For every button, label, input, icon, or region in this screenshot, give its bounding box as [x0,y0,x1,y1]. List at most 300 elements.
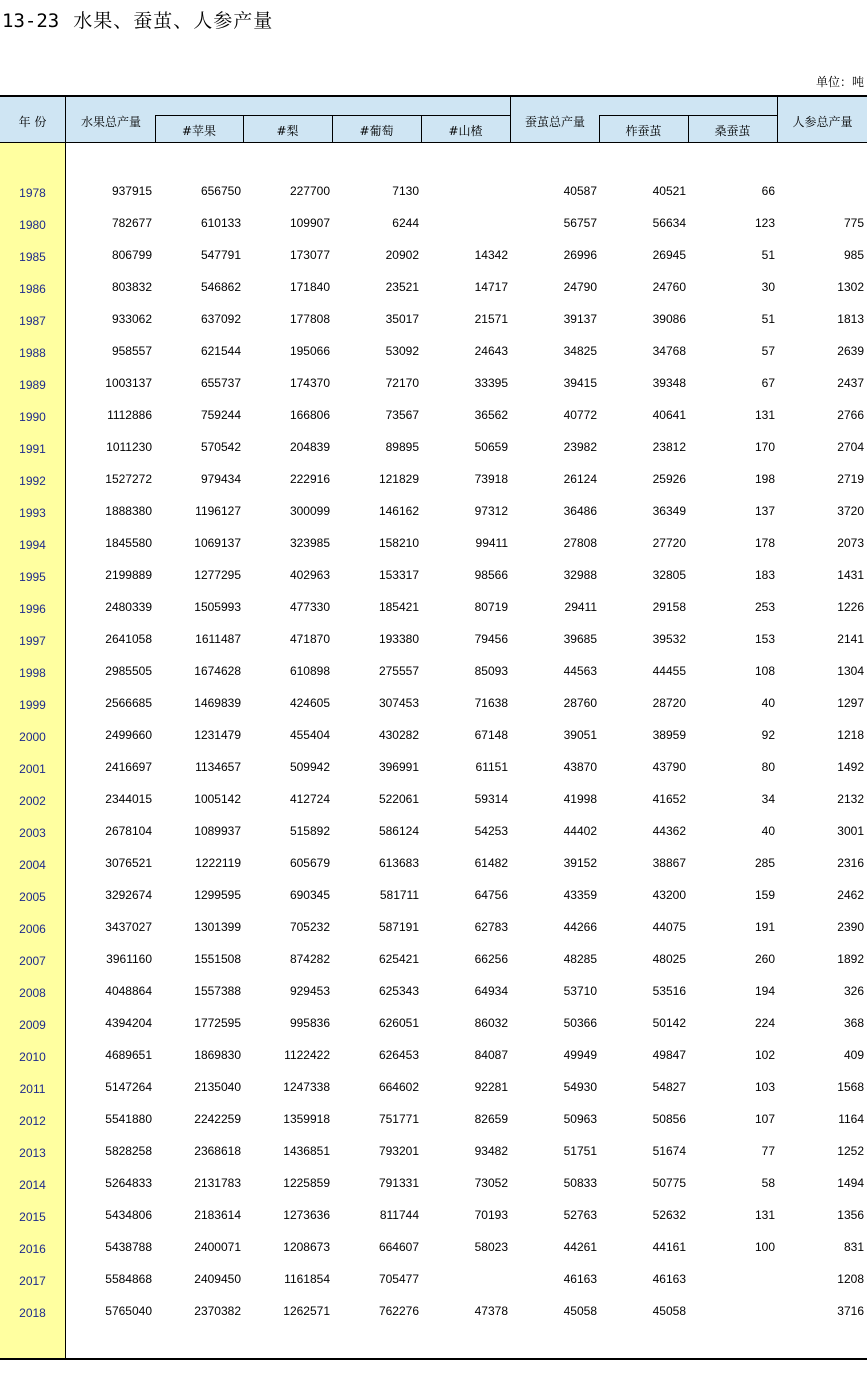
cell-pear: 1161854 [284,1272,330,1286]
cell-mulberry: 30 [761,280,775,294]
cell-apple: 570542 [200,440,241,454]
cell-grape: 6244 [392,216,419,230]
cell-cocoon-total: 44402 [563,824,597,838]
cell-hawthorn: 67148 [474,728,508,742]
cell-hawthorn: 71638 [474,696,508,710]
table-row [0,751,867,783]
cell-grape: 626453 [378,1048,419,1062]
cell-cocoon-total: 36486 [563,504,597,518]
cell-cocoon-total: 26996 [563,248,597,262]
cell-fruit-total: 2678104 [105,824,152,838]
cell-hawthorn: 33395 [474,376,508,390]
cell-tussah: 25926 [652,472,686,486]
cell-grape: 158210 [378,536,419,550]
cell-fruit-total: 806799 [111,248,152,262]
table-row [0,367,867,399]
cell-mulberry: 107 [754,1112,775,1126]
cell-year: 1978 [19,186,46,200]
cell-fruit-total: 3076521 [105,856,152,870]
cell-pear: 174370 [289,376,330,390]
cell-pear: 929453 [289,984,330,998]
cell-cocoon-total: 40772 [563,408,597,422]
cell-hawthorn: 50659 [474,440,508,454]
cell-grape: 7130 [392,184,419,198]
cell-fruit-total: 3292674 [105,888,152,902]
cell-mulberry: 67 [761,376,775,390]
cell-year: 2012 [19,1114,46,1128]
table-row [0,1007,867,1039]
cell-ginseng: 1892 [837,952,864,966]
cell-cocoon-total: 50366 [563,1016,597,1030]
cell-tussah: 36349 [652,504,686,518]
cell-hawthorn: 82659 [474,1112,508,1126]
cell-mulberry: 58 [761,1176,775,1190]
cell-apple: 1551508 [194,952,241,966]
cell-pear: 323985 [289,536,330,550]
cell-cocoon-total: 44261 [563,1240,597,1254]
cell-fruit-total: 1527272 [105,472,152,486]
cell-year: 2009 [19,1018,46,1032]
cell-apple: 2368618 [194,1144,241,1158]
cell-tussah: 23812 [652,440,686,454]
cell-hawthorn: 62783 [474,920,508,934]
cell-apple: 610133 [200,216,241,230]
cell-apple: 1869830 [194,1048,241,1062]
cell-tussah: 44075 [652,920,686,934]
cell-fruit-total: 5584868 [105,1272,152,1286]
cell-fruit-total: 5438788 [105,1240,152,1254]
cell-pear: 1262571 [283,1304,330,1318]
cell-year: 1985 [19,250,46,264]
cell-ginseng: 1252 [837,1144,864,1158]
cell-mulberry: 178 [754,536,775,550]
cell-mulberry: 102 [754,1048,775,1062]
cell-fruit-total: 958557 [111,344,152,358]
cell-ginseng: 2073 [837,536,864,550]
cell-ginseng: 1218 [837,728,864,742]
header-ginseng: 人参总产量 [792,115,853,129]
cell-cocoon-total: 50833 [563,1176,597,1190]
cell-ginseng: 831 [843,1240,864,1254]
cell-ginseng: 2719 [837,472,864,486]
cell-grape: 625343 [378,984,419,998]
cell-ginseng: 2639 [837,344,864,358]
cell-mulberry: 92 [761,728,775,742]
cell-pear: 402963 [289,568,330,582]
cell-mulberry: 100 [754,1240,775,1254]
cell-cocoon-total: 43359 [563,888,597,902]
cell-cocoon-total: 40587 [563,184,597,198]
cell-year: 2005 [19,890,46,904]
cell-cocoon-total: 29411 [564,600,597,614]
cell-mulberry: 51 [761,312,775,326]
cell-year: 2010 [19,1050,46,1064]
cell-fruit-total: 2641058 [105,632,152,646]
cell-grape: 153317 [378,568,419,582]
cell-apple: 1611487 [195,632,241,646]
cell-ginseng: 775 [843,216,864,230]
cell-apple: 979434 [200,472,241,486]
table-row [0,1103,867,1135]
cell-ginseng: 3720 [837,504,864,518]
cell-apple: 2400071 [194,1240,241,1254]
cell-fruit-total: 2499660 [105,728,152,742]
cell-ginseng: 2390 [837,920,864,934]
cell-pear: 705232 [289,920,330,934]
cell-grape: 586124 [378,824,419,838]
cell-pear: 455404 [289,728,330,742]
cell-pear: 109907 [289,216,330,230]
cell-mulberry: 57 [761,344,775,358]
cell-tussah: 39532 [652,632,686,646]
cell-pear: 471870 [289,632,330,646]
cell-mulberry: 103 [754,1080,775,1094]
cell-ginseng: 3716 [837,1304,864,1318]
cell-pear: 610898 [289,664,330,678]
cell-fruit-total: 1112886 [107,408,152,422]
table-row [0,335,867,367]
cell-cocoon-total: 48285 [563,952,597,966]
cell-fruit-total: 1011230 [106,440,152,454]
cell-cocoon-total: 32988 [563,568,597,582]
cell-grape: 193380 [378,632,419,646]
cell-hawthorn: 79456 [474,632,508,646]
cell-apple: 1005142 [194,792,241,806]
cell-mulberry: 77 [761,1144,775,1158]
table-row [0,591,867,623]
table-row [0,943,867,975]
cell-ginseng: 1568 [837,1080,864,1094]
table-row [0,1135,867,1167]
cell-tussah: 43200 [652,888,686,902]
cell-tussah: 51674 [652,1144,686,1158]
cell-grape: 89895 [385,440,419,454]
cell-hawthorn: 73918 [474,472,508,486]
cell-grape: 72170 [385,376,419,390]
cell-fruit-total: 2199889 [105,568,152,582]
cell-cocoon-total: 39152 [563,856,597,870]
header-apple: #苹果 [181,124,217,138]
table-row [0,1039,867,1071]
cell-apple: 2409450 [194,1272,241,1286]
cell-ginseng: 1164 [838,1112,864,1126]
cell-grape: 73567 [385,408,419,422]
cell-ginseng: 1356 [837,1208,864,1222]
cell-mulberry: 260 [754,952,775,966]
cell-grape: 20902 [385,248,419,262]
cell-cocoon-total: 46163 [563,1272,597,1286]
cell-apple: 637092 [200,312,241,326]
cell-ginseng: 1813 [837,312,864,326]
cell-pear: 1225859 [283,1176,330,1190]
cell-ginseng: 1226 [837,600,864,614]
header-cocoon-total: 蚕茧总产量 [524,115,585,129]
cell-tussah: 26945 [652,248,686,262]
cell-fruit-total: 2566685 [105,696,152,710]
cell-grape: 430282 [378,728,419,742]
cell-ginseng: 2462 [837,888,864,902]
cell-mulberry: 137 [754,504,775,518]
cell-year: 1995 [19,570,46,584]
cell-year: 2013 [19,1146,46,1160]
cell-grape: 793201 [378,1144,419,1158]
cell-tussah: 44362 [652,824,686,838]
cell-cocoon-total: 52763 [563,1208,597,1222]
cell-cocoon-total: 27808 [563,536,597,550]
cell-pear: 690345 [289,888,330,902]
cell-year: 1980 [19,218,46,232]
cell-hawthorn: 98566 [474,568,508,582]
cell-apple: 1134657 [195,760,241,774]
cell-mulberry: 183 [754,568,775,582]
cell-ginseng: 2437 [837,376,864,390]
cell-year: 1986 [19,282,46,296]
cell-grape: 751771 [378,1112,419,1126]
cell-tussah: 40521 [652,184,686,198]
cell-mulberry: 131 [754,1208,775,1222]
cell-fruit-total: 1003137 [105,376,152,390]
cell-ginseng: 368 [843,1016,864,1030]
cell-ginseng: 3001 [837,824,864,838]
cell-hawthorn: 61151 [475,760,508,774]
cell-grape: 522061 [378,792,419,806]
cell-fruit-total: 4689651 [105,1048,152,1062]
cell-year: 2015 [19,1210,46,1224]
cell-year: 1994 [19,538,46,552]
cell-fruit-total: 937915 [111,184,152,198]
table-row [0,911,867,943]
cell-fruit-total: 2416697 [105,760,152,774]
cell-ginseng: 409 [843,1048,864,1062]
cell-pear: 477330 [289,600,330,614]
cell-cocoon-total: 34825 [563,344,597,358]
cell-fruit-total: 5828258 [105,1144,152,1158]
cell-tussah: 34768 [652,344,686,358]
table-row [0,719,867,751]
cell-apple: 621544 [200,344,241,358]
cell-mulberry: 123 [754,216,775,230]
table-bottom-rule [0,1358,867,1360]
cell-pear: 515892 [289,824,330,838]
table-header [0,95,867,143]
cell-ginseng: 1297 [837,696,864,710]
cell-hawthorn: 70193 [474,1208,508,1222]
table-row [0,783,867,815]
cell-grape: 664602 [378,1080,419,1094]
cell-tussah: 43790 [652,760,686,774]
cell-hawthorn: 36562 [474,408,508,422]
cell-apple: 546862 [200,280,241,294]
cell-fruit-total: 3437027 [105,920,152,934]
cell-pear: 171840 [289,280,330,294]
cell-tussah: 48025 [652,952,686,966]
table-row [0,1199,867,1231]
cell-hawthorn: 99411 [475,536,508,550]
cell-grape: 587191 [378,920,419,934]
cell-tussah: 40641 [652,408,686,422]
cell-ginseng: 2704 [837,440,864,454]
cell-hawthorn: 58023 [474,1240,508,1254]
cell-year: 1996 [19,602,46,616]
cell-mulberry: 153 [754,632,775,646]
cell-cocoon-total: 39051 [563,728,597,742]
cell-cocoon-total: 44563 [563,664,597,678]
cell-grape: 811744 [379,1208,419,1222]
header-hawthorn: #山楂 [448,124,483,138]
cell-tussah: 52632 [652,1208,686,1222]
header-grape: #葡萄 [359,124,394,138]
cell-tussah: 53516 [652,984,686,998]
cell-year: 1988 [19,346,46,360]
cell-fruit-total: 5264833 [105,1176,152,1190]
cell-apple: 1222119 [195,856,241,870]
cell-year: 1987 [19,314,46,328]
cell-hawthorn: 59314 [474,792,508,806]
cell-cocoon-total: 56757 [563,216,597,230]
cell-tussah: 50775 [652,1176,686,1190]
table-row [0,623,867,655]
cell-mulberry: 66 [761,184,775,198]
cell-hawthorn: 64934 [474,984,508,998]
cell-grape: 705477 [378,1272,419,1286]
header-tussah: 柞蚕茧 [625,124,662,138]
cell-mulberry: 131 [754,408,775,422]
cell-year: 1998 [19,666,46,680]
cell-ginseng: 1492 [837,760,864,774]
cell-cocoon-total: 24790 [563,280,597,294]
cell-hawthorn: 21571 [474,312,508,326]
cell-cocoon-total: 39137 [563,312,597,326]
cell-year: 1993 [19,506,46,520]
cell-cocoon-total: 53710 [563,984,597,998]
cell-pear: 1359918 [283,1112,330,1126]
cell-pear: 222916 [289,472,330,486]
cell-hawthorn: 64756 [474,888,508,902]
cell-apple: 2242259 [194,1112,241,1126]
table-row [0,303,867,335]
cell-apple: 1299595 [194,888,241,902]
cell-pear: 412724 [289,792,330,806]
cell-mulberry: 40 [761,824,775,838]
cell-fruit-total: 1888380 [105,504,152,518]
cell-ginseng: 1302 [837,280,864,294]
cell-grape: 146162 [378,504,419,518]
cell-hawthorn: 80719 [474,600,508,614]
cell-hawthorn: 86032 [474,1016,508,1030]
cell-mulberry: 40 [761,696,775,710]
cell-mulberry: 253 [754,600,775,614]
cell-mulberry: 191 [754,920,775,934]
table-row [0,559,867,591]
page-title [2,6,273,33]
cell-grape: 626051 [378,1016,419,1030]
cell-fruit-total: 803832 [111,280,152,294]
cell-mulberry: 108 [754,664,775,678]
cell-cocoon-total: 41998 [563,792,597,806]
cell-grape: 396991 [378,760,419,774]
cell-fruit-total: 933062 [111,312,152,326]
cell-pear: 300099 [289,504,330,518]
cell-year: 2003 [19,826,46,840]
cell-year: 2011 [19,1082,46,1096]
cell-tussah: 39348 [652,376,686,390]
cell-ginseng: 1431 [837,568,864,582]
cell-apple: 2370382 [194,1304,241,1318]
table-row [0,687,867,719]
cell-cocoon-total: 39415 [563,376,597,390]
table-row [0,527,867,559]
cell-tussah: 45058 [652,1304,686,1318]
cell-hawthorn: 14342 [474,248,508,262]
cell-pear: 1208673 [283,1240,330,1254]
cell-year: 2017 [19,1274,46,1288]
cell-year: 1991 [19,442,46,456]
cell-apple: 655737 [200,376,241,390]
table-title: 水果、蚕茧、人参产量 [73,10,274,32]
cell-grape: 625421 [378,952,419,966]
cell-cocoon-total: 39685 [563,632,597,646]
cell-hawthorn: 84087 [474,1048,508,1062]
cell-mulberry: 159 [754,888,775,902]
cell-ginseng: 2766 [837,408,864,422]
cell-mulberry: 285 [754,856,775,870]
table-row [0,495,867,527]
cell-apple: 1277295 [194,568,241,582]
cell-ginseng: 2132 [837,792,864,806]
cell-tussah: 56634 [652,216,686,230]
table-row [0,815,867,847]
cell-fruit-total: 5765040 [105,1304,152,1318]
cell-tussah: 24760 [652,280,686,294]
cell-pear: 177808 [289,312,330,326]
cell-fruit-total: 2985505 [105,664,152,678]
cell-fruit-total: 5541880 [105,1112,152,1126]
cell-fruit-total: 5434806 [105,1208,152,1222]
cell-apple: 1505993 [194,600,241,614]
cell-year: 2007 [19,954,46,968]
cell-pear: 204839 [289,440,330,454]
cell-tussah: 39086 [652,312,686,326]
cell-mulberry: 194 [754,984,775,998]
cell-pear: 195066 [289,344,330,358]
table-row [0,1231,867,1263]
cell-tussah: 29158 [652,600,686,614]
cell-ginseng: 1208 [837,1272,864,1286]
cell-apple: 1557388 [194,984,241,998]
cell-year: 1989 [19,378,46,392]
cell-year: 2008 [19,986,46,1000]
cell-fruit-total: 3961160 [106,952,152,966]
cell-year: 1992 [19,474,46,488]
cell-hawthorn: 93482 [474,1144,508,1158]
cell-grape: 581711 [379,888,419,902]
table-row [0,1295,867,1327]
table-row [0,399,867,431]
cell-mulberry: 51 [761,248,775,262]
cell-year: 2016 [19,1242,46,1256]
cell-hawthorn: 97312 [474,504,508,518]
cell-grape: 35017 [385,312,419,326]
cell-apple: 1301399 [194,920,241,934]
table-row [0,975,867,1007]
cell-mulberry: 224 [754,1016,775,1030]
cell-cocoon-total: 44266 [563,920,597,934]
cell-mulberry: 198 [754,472,775,486]
cell-hawthorn: 61482 [474,856,508,870]
cell-fruit-total: 4394204 [105,1016,152,1030]
cell-year: 1999 [19,698,46,712]
cell-fruit-total: 5147264 [105,1080,152,1094]
